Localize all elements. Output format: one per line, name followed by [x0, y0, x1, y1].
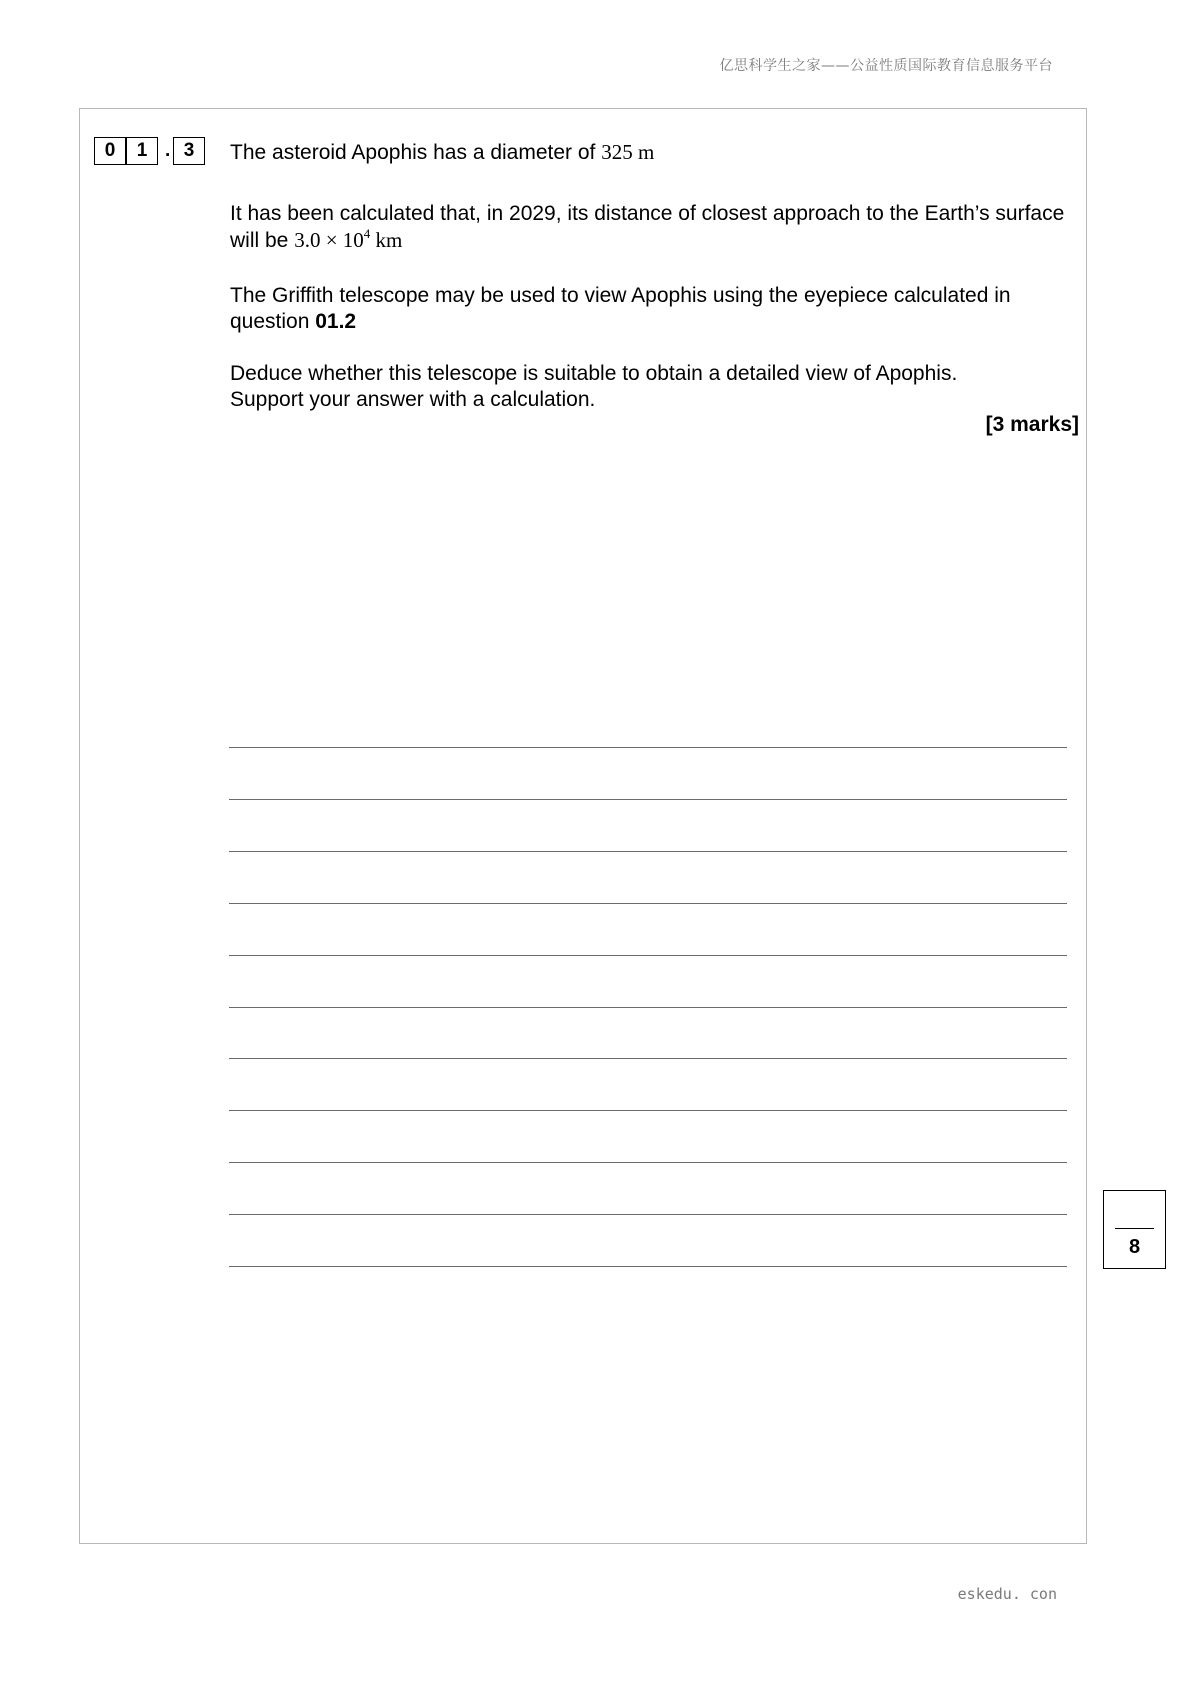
question-number-digit-1: 0 [94, 137, 126, 165]
instruction-line-2: Support your answer with a calculation. [230, 388, 596, 411]
answer-line[interactable] [229, 955, 1067, 956]
distance-value [294, 228, 402, 252]
question-number-separator: . [165, 140, 171, 161]
answer-line[interactable] [229, 1007, 1067, 1008]
question-paragraph-diameter [230, 139, 1070, 166]
answer-line[interactable] [229, 799, 1067, 800]
question-number-digit-3: 3 [173, 137, 205, 165]
answer-line[interactable] [229, 747, 1067, 748]
distance-value-exponent: 4 [363, 226, 371, 241]
question-paragraph-distance [230, 201, 1070, 254]
footer-site-text: eskedu. con [957, 1585, 1057, 1603]
question-paragraph-telescope [230, 283, 1070, 335]
answer-line[interactable] [229, 1162, 1067, 1163]
header-site-text: 亿思科学生之家——公益性质国际教育信息服务平台 [719, 58, 1053, 74]
score-box [1103, 1190, 1166, 1269]
marks-label: [3 marks] [985, 413, 1079, 436]
question-number-digit-2: 1 [126, 137, 158, 165]
score-box-total: 8 [1128, 1236, 1141, 1258]
answer-line[interactable] [229, 1266, 1067, 1267]
instruction-line-1: Deduce whether this telescope is suitable to obtain a detailed view of Apophis. [230, 362, 958, 385]
distance-value-unit: km [370, 228, 403, 252]
answer-line[interactable] [229, 903, 1067, 904]
question-reference: 01.2 [315, 310, 357, 333]
answer-line[interactable] [229, 851, 1067, 852]
distance-value-base: 3.0 × 10 [294, 228, 364, 252]
question-paragraph-instruction [230, 361, 1070, 413]
answer-line[interactable] [229, 1214, 1067, 1215]
score-box-rule [1115, 1228, 1154, 1229]
distance-text: It has been calculated that, in 2029, its distance of closest approach to the Earth’s surface will be [230, 202, 1065, 252]
diameter-text: The asteroid Apophis has a diameter of [230, 141, 602, 164]
telescope-text: The Griffith telescope may be used to view Apophis using the eyepiece calculated in question [230, 284, 1011, 333]
diameter-value: 325 m [601, 140, 655, 164]
answer-line[interactable] [229, 1110, 1067, 1111]
answer-line[interactable] [229, 1058, 1067, 1059]
